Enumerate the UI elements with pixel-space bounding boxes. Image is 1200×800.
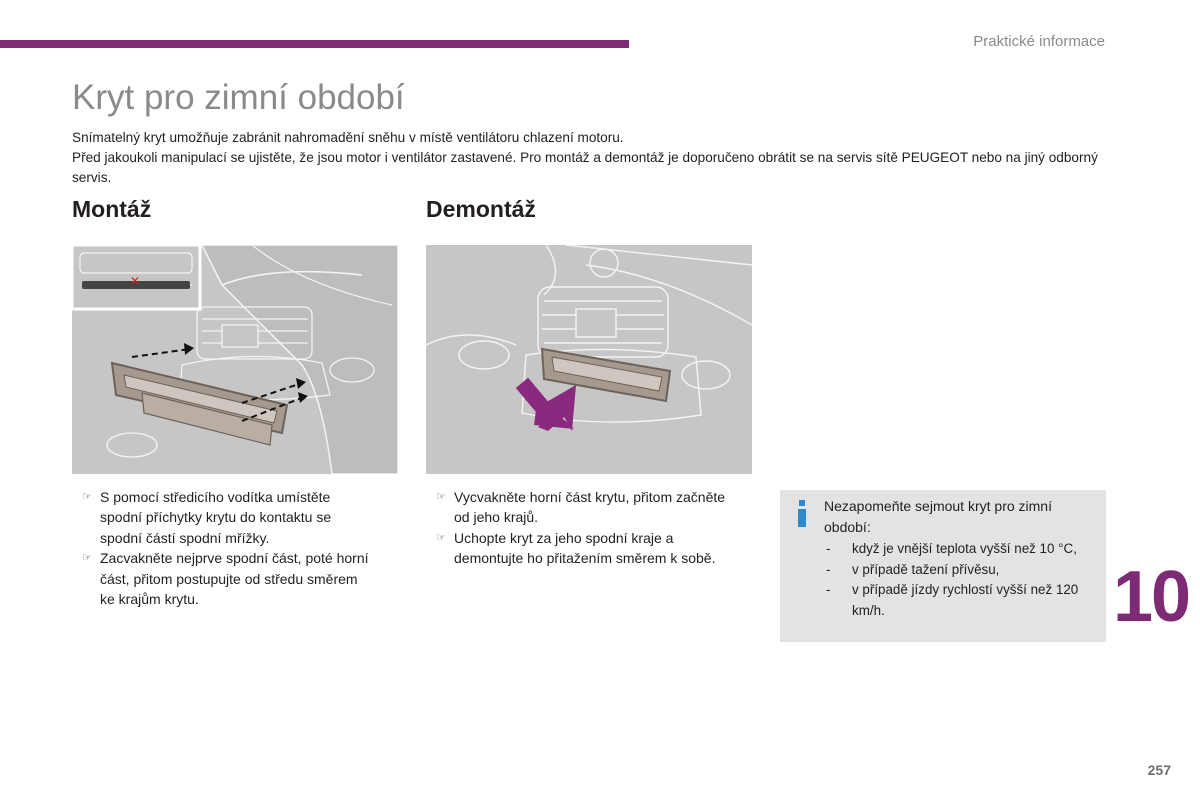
chapter-number: 10 [1113,557,1190,637]
list-item: - v případě tažení přívěsu, [826,561,1000,577]
demontaz-heading: Demontáž [426,196,536,222]
list-item: ☞ S pomocí středicího vodítka umístěte spodní příchytky krytu do kontaktu se spodní částí spodní mřížky. [82,489,332,546]
hand-pointer-icon: ☞ [82,491,92,503]
list-item: - v případě jízdy rychlostí vyšší než 120 km/h. [826,582,1079,618]
page-title: Kryt pro zimní období [72,78,405,117]
montaz-steps [72,487,372,609]
header-accent-bar [0,40,629,48]
hand-pointer-icon: ☞ [82,552,92,565]
demontaz-illustration [426,245,752,474]
list-item: ☞ Uchopte kryt za jeho spodní kraje a demontujte ho přitažením směrem k sobě. [436,529,716,567]
section-label: Praktické informace [973,33,1105,50]
intro-text [72,128,1112,188]
list-item: - když je vnější teplota vyšší než 10 °C, [826,541,1077,556]
montaz-heading: Montáž [72,196,152,222]
svg-text:✕: ✕ [130,274,141,288]
note-list [824,539,1096,621]
intro-paragraph: Snímatelný kryt umožňuje zabránit nahromadění sněhu v místě ventilátoru chlazení motoru. [72,130,624,145]
note-intro: Nezapomeňte sejmout kryt pro zimní období: [824,498,1052,535]
hand-pointer-icon: ☞ [436,531,446,544]
montaz-illustration [72,245,398,474]
list-item: ☞ Vycvakněte horní část krytu, přitom začněte od jeho krajů. [436,489,726,526]
info-icon [796,500,808,528]
demontaz-steps [426,487,726,569]
hand-pointer-icon: ☞ [436,491,446,503]
intro-paragraph: Před jakoukoli manipulací se ujistěte, že jsou motor i ventilátor zastavené. Pro montáž a demontáž je doporučeno obrátit se na servis sítě PEUGEOT nebo na jiný odborný servis. [72,150,1098,185]
note-text [824,496,1096,621]
info-note [780,490,1106,642]
list-item: ☞ Zacvakněte nejprve spodní část, poté horní část, přitom postupujte od středu směrem ke krajům krytu. [82,550,369,608]
page-number: 257 [1147,762,1171,778]
